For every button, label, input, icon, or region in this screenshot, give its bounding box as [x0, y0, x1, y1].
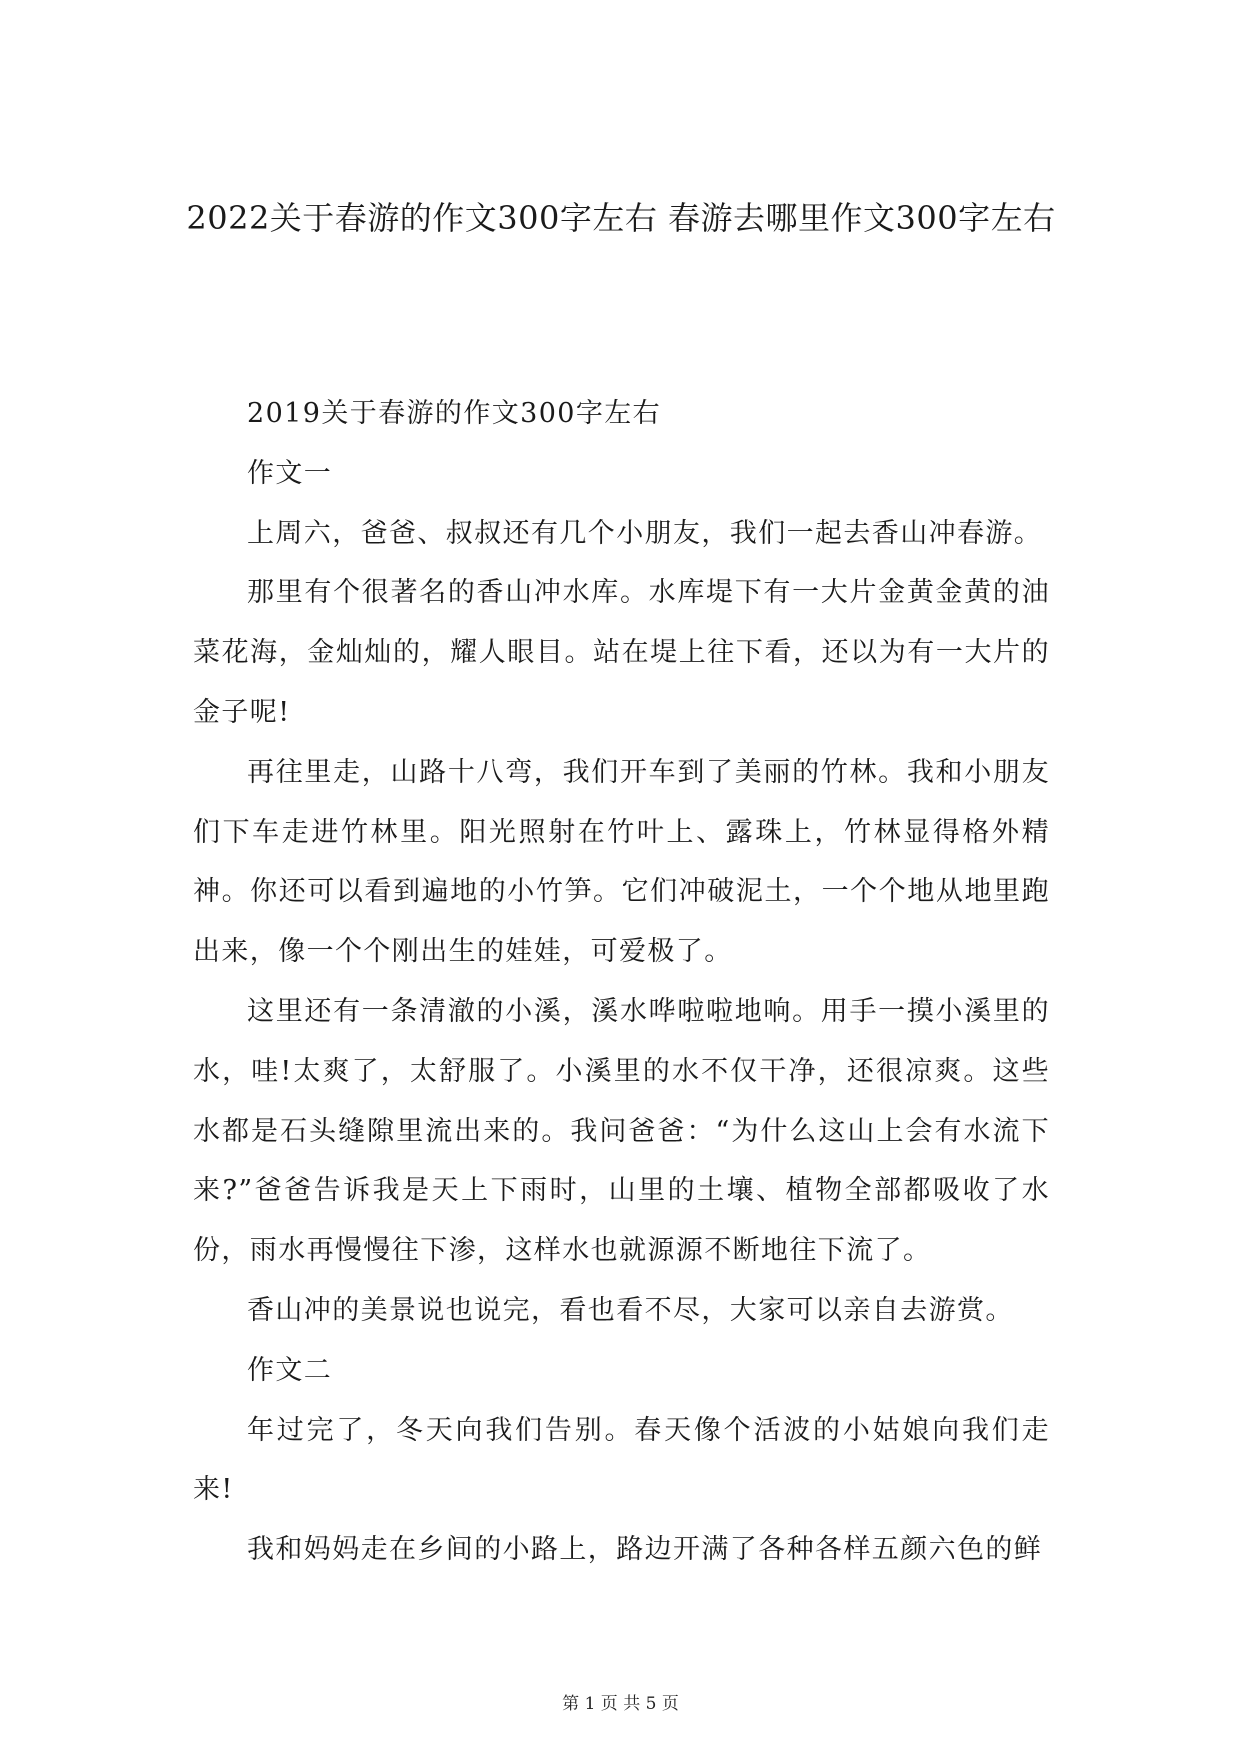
- body-paragraph: 我和妈妈走在乡间的小路上，路边开满了各种各样五颜六色的鲜: [247, 1534, 1043, 1566]
- body-paragraph: 那里有个很著名的香山冲水库。水库堤下有一大片金黄金黄的油菜花海，金灿灿的，耀人眼目。站在堤上往下看，还以为有一大片的金子呢!: [193, 577, 1050, 728]
- section-heading-essay-two: 作文二: [247, 1354, 333, 1386]
- body-paragraph: 再往里走，山路十八弯，我们开车到了美丽的竹林。我和小朋友们下车走进竹林里。阳光照射在竹叶上、露珠上，竹林显得格外精神。你还可以看到遍地的小竹笋。它们冲破泥土，一个个地从地里跑出来，像一个个刚出生的娃娃，可爱极了。: [193, 756, 1050, 968]
- document-title: 2022关于春游的作文300字左右 春游去哪里作文300字左右: [186, 199, 1056, 237]
- body-paragraph: 香山冲的美景说也说完，看也看不尽，大家可以亲自去游赏。: [247, 1294, 1014, 1326]
- section-heading-essay-one: 作文一: [247, 457, 333, 489]
- page-number-label: 第 1 页 共 5 页: [562, 1694, 679, 1714]
- page-footer: [0, 1693, 1241, 1715]
- body-paragraph: 年过完了，冬天向我们告别。春天像个活波的小姑娘向我们走来!: [193, 1414, 1050, 1506]
- document-body: [193, 384, 1050, 1580]
- body-paragraph: 这里还有一条清澈的小溪，溪水哗啦啦地响。用手一摸小溪里的水，哇!太爽了，太舒服了。小溪里的水不仅干净，还很凉爽。这些水都是石头缝隙里流出来的。我问爸爸：“为什么这山上会有水流下来?”爸爸告诉我是天上下雨时，山里的土壤、植物全部都吸收了水份，雨水再慢慢往下渗，这样水也就源源不断地往下流了。: [193, 995, 1050, 1267]
- body-paragraph: 上周六，爸爸、叔叔还有几个小朋友，我们一起去香山冲春游。: [247, 517, 1043, 549]
- subtitle-paragraph: 2019关于春游的作文300字左右: [247, 398, 662, 429]
